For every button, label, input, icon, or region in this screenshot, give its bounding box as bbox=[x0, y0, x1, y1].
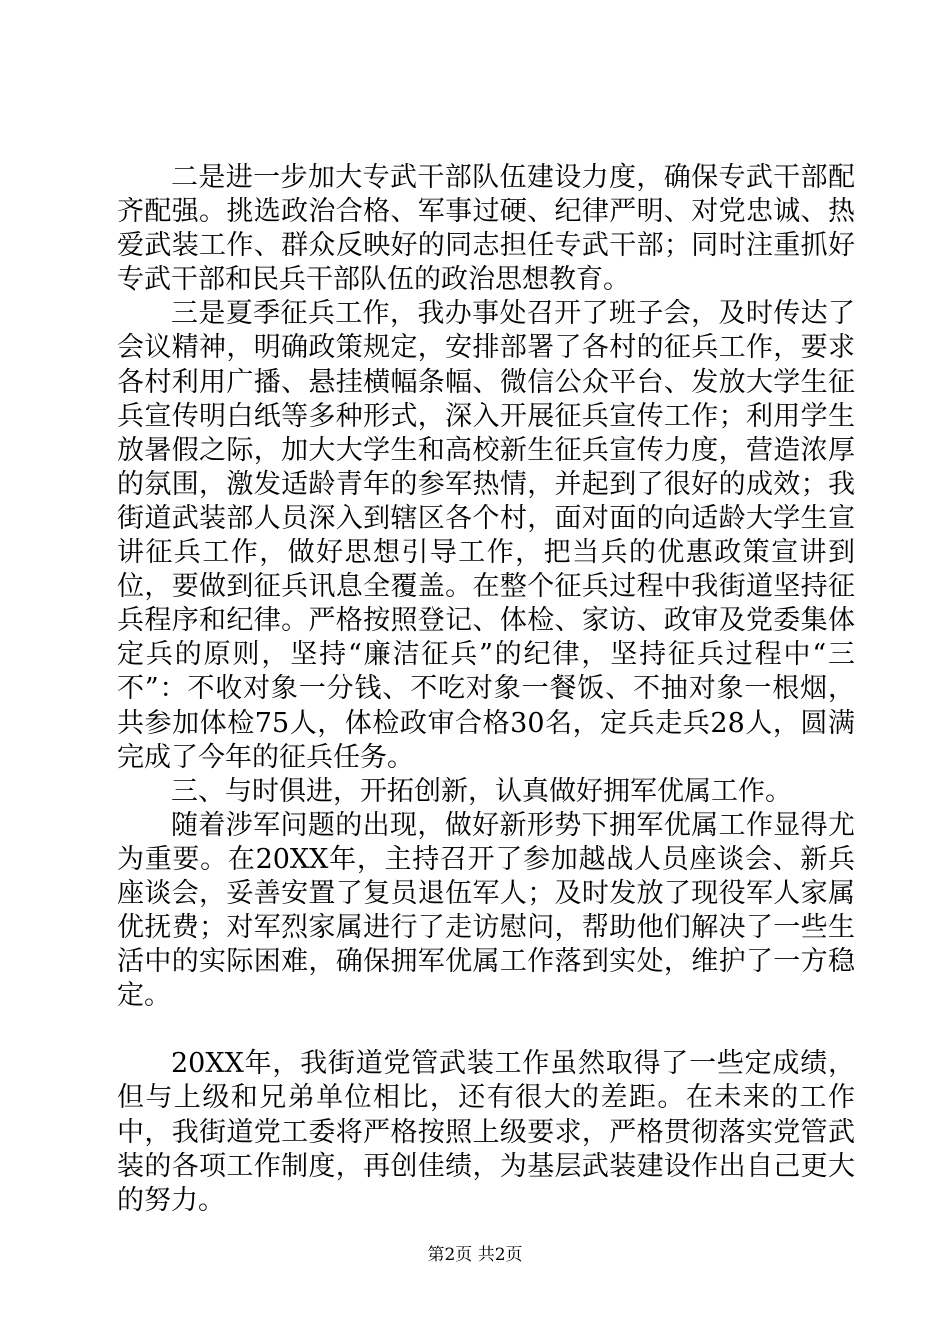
paragraph-cadre-team: 二是进一步加大专武干部队伍建设力度，确保专武干部配齐配强。挑选政治合格、军事过硬、纪律严明、对党忠诚、热爱武装工作、群众反映好的同志担任专武干部；同时注重抓好专武干部和民兵干部队伍的政治思想教育。 bbox=[117, 162, 855, 296]
paragraph-conclusion: 20XX年，我街道党管武装工作虽然取得了一些定成绩，但与上级和兄弟单位相比，还有很大的差距。在未来的工作中，我街道党工委将严格按照上级要求，严格贯彻落实党管武装的各项工作制度，再创佳绩，为基层武装建设作出自己更大的努力。 bbox=[117, 1048, 855, 1216]
paragraph-spacer bbox=[117, 1013, 855, 1047]
paragraph-section-heading: 三、与时俱进，开拓创新，认真做好拥军优属工作。 bbox=[171, 775, 792, 807]
page-footer: 第2页 共2页 bbox=[427, 1245, 523, 1265]
paragraph-conscription: 三是夏季征兵工作，我办事处召开了班子会，及时传达了会议精神，明确政策规定，安排部署了各村的征兵工作，要求各村利用广播、悬挂横幅条幅、微信公众平台、发放大学生征兵宣传明白纸等多种形式，深入开展征兵宣传工作；利用学生放暑假之际，加大大学生和高校新生征兵宣传力度，营造浓厚的氛围，激发适龄青年的参军热情，并起到了很好的成效；我街道武装部人员深入到辖区各个村，面对面的向适龄大学生宣讲征兵工作，做好思想引导工作，把当兵的优惠政策宣讲到位，要做到征兵讯息全覆盖。在整个征兵过程中我街道坚持征兵程序和纪律。严格按照登记、体检、家访、政审及党委集体定兵的原则，坚持“廉洁征兵”的纪律，坚持征兵过程中“三不”：不收对象一分钱、不吃对象一餐饭、不抽对象一根烟，共参加体检75人，体检政审合格30名，定兵走兵28人，圆满完成了今年的征兵任务。 bbox=[117, 298, 855, 773]
document-body bbox=[117, 161, 855, 1218]
paragraph-military-support: 随着涉军问题的出现，做好新形势下拥军优属工作显得尤为重要。在20XX年，主持召开了参加越战人员座谈会、新兵座谈会，妥善安置了复员退伍军人；及时发放了现役军人家属优抚费；对军烈家属进行了走访慰问，帮助他们解决了一些生活中的实际困难，确保拥军优属工作落到实处，维护了一方稳定。 bbox=[117, 809, 855, 1012]
